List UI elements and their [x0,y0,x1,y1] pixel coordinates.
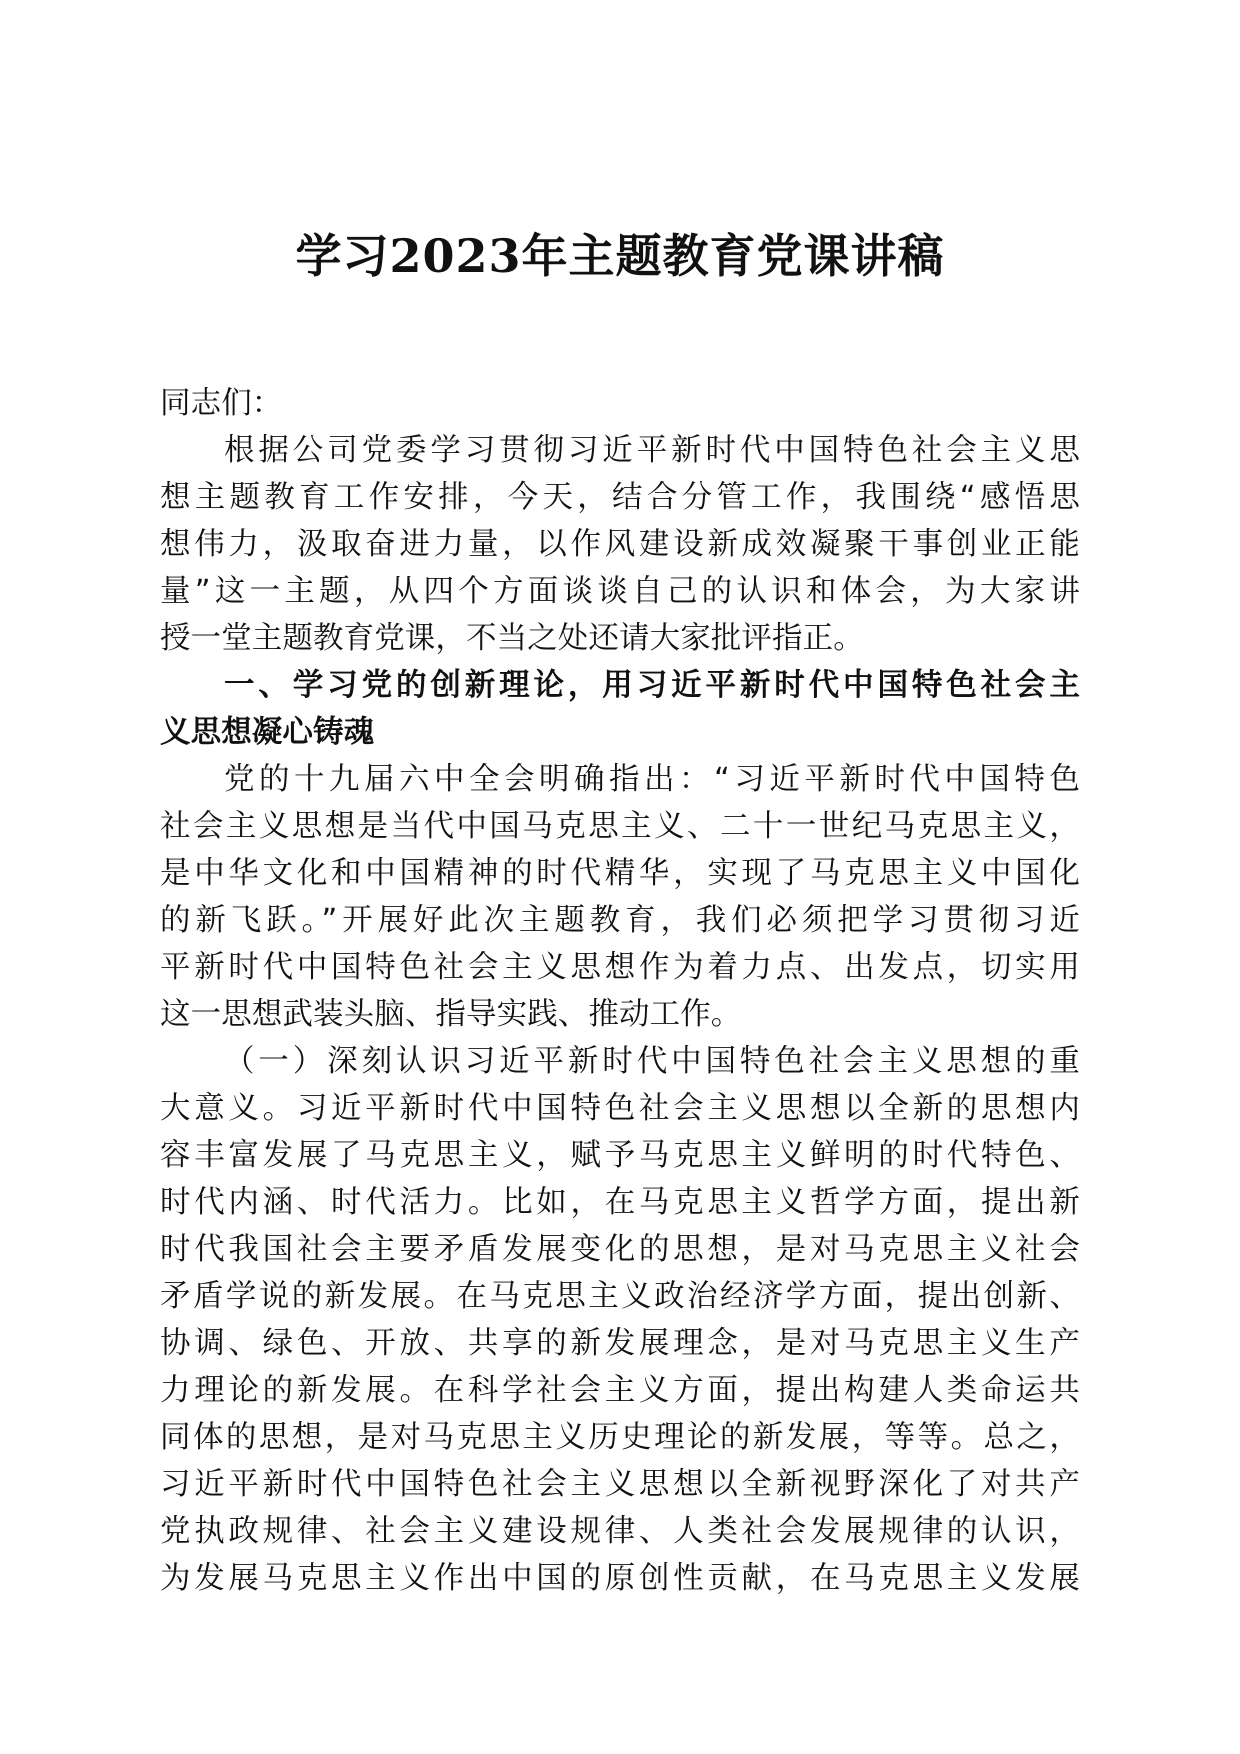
text-line: 协调、绿色、开放、共享的新发展理念，是对马克思主义生产 [160,1326,1080,1361]
text-line: 为发展马克思主义作出中国的原创性贡献，在马克思主义发展 [160,1561,1080,1596]
text-line: 容丰富发展了马克思主义，赋予马克思主义鲜明的时代特色、 [160,1138,1080,1173]
text-line: 平新时代中国特色社会主义思想作为着力点、出发点，切实用 [160,950,1080,985]
section-heading-line: 义思想凝心铸魂 [160,715,375,750]
text-line: 授一堂主题教育党课，不当之处还请大家批评指正。 [160,621,864,656]
text-line: 根据公司党委学习贯彻习近平新时代中国特色社会主义思 [224,433,1080,468]
greeting: 同志们： [160,386,283,421]
text-line: 党执政规律、社会主义建设规律、人类社会发展规律的认识， [160,1514,1080,1549]
document-title: 学习2023年主题教育党课讲稿 [295,229,945,283]
section-heading-line: 一、学习党的创新理论，用习近平新时代中国特色社会主 [224,668,1080,703]
text-line: 是中华文化和中国精神的时代精华，实现了马克思主义中国化 [160,856,1080,891]
text-line: 量”这一主题，从四个方面谈谈自己的认识和体会，为大家讲 [160,574,1080,609]
text-line: 大意义。习近平新时代中国特色社会主义思想以全新的思想内 [160,1091,1080,1126]
text-line: 力理论的新发展。在科学社会主义方面，提出构建人类命运共 [160,1373,1080,1408]
text-line: 矛盾学说的新发展。在马克思主义政治经济学方面，提出创新、 [160,1279,1080,1314]
text-line: 时代我国社会主要矛盾发展变化的思想，是对马克思主义社会 [160,1232,1080,1267]
text-line: 时代内涵、时代活力。比如，在马克思主义哲学方面，提出新 [160,1185,1080,1220]
text-line: 想主题教育工作安排，今天，结合分管工作，我围绕“感悟思 [160,480,1080,515]
text-line: （一）深刻认识习近平新时代中国特色社会主义思想的重 [224,1044,1080,1079]
text-line: 习近平新时代中国特色社会主义思想以全新视野深化了对共产 [160,1467,1080,1502]
text-line: 同体的思想，是对马克思主义历史理论的新发展，等等。总之， [160,1420,1080,1455]
document-body [160,380,1080,1602]
text-line: 的新飞跃。”开展好此次主题教育，我们必须把学习贯彻习近 [160,903,1080,938]
text-line: 社会主义思想是当代中国马克思主义、二十一世纪马克思主义， [160,809,1080,844]
text-line: 党的十九届六中全会明确指出：“习近平新时代中国特色 [224,762,1080,797]
text-line: 想伟力，汲取奋进力量，以作风建设新成效凝聚干事创业正能 [160,527,1080,562]
text-line: 这一思想武装头脑、指导实践、推动工作。 [160,997,742,1032]
